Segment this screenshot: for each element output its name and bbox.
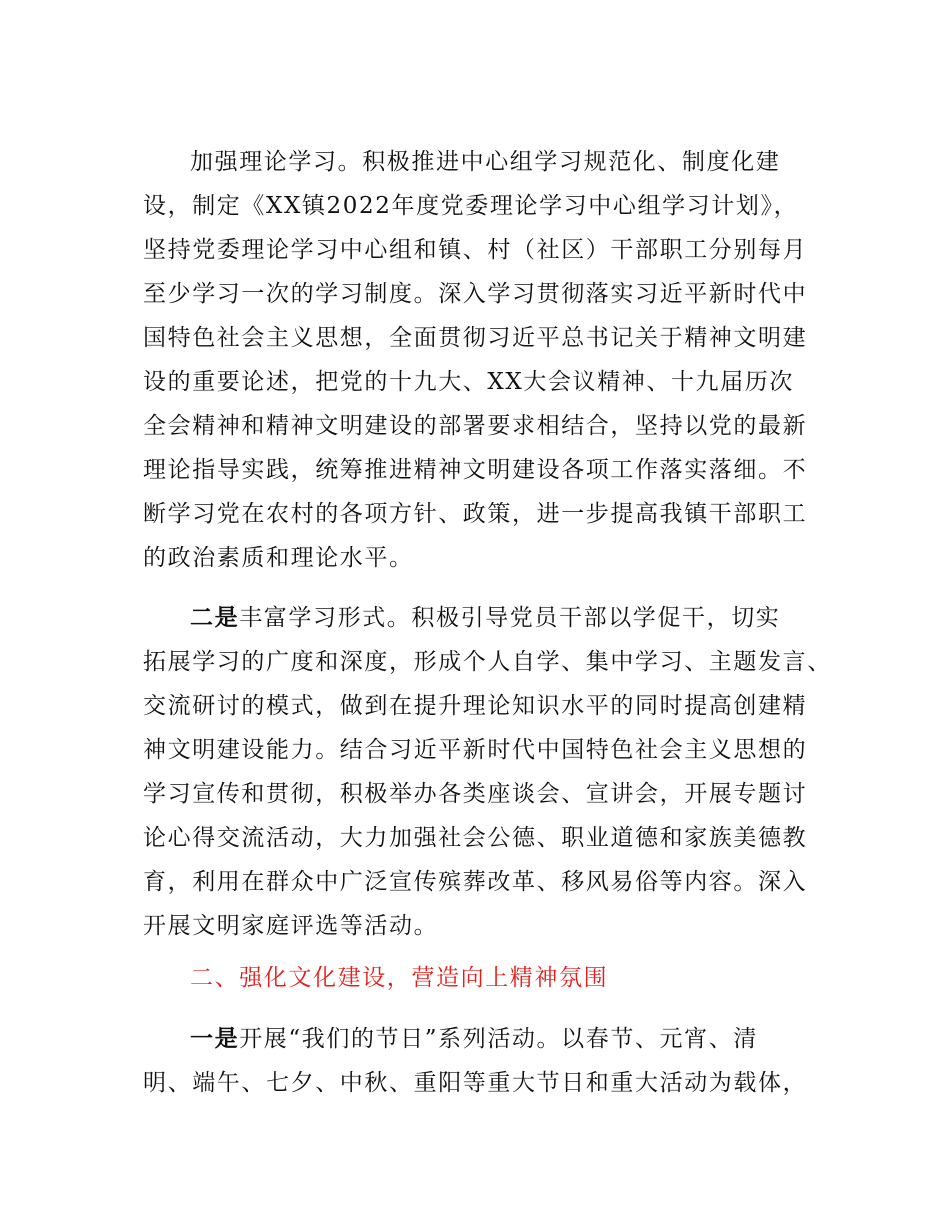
text-line xyxy=(190,1024,758,1054)
text-line: 神文明建设能力。结合习近平新时代中国特色社会主义思想的 xyxy=(143,737,808,763)
text-line: 拓展学习的广度和深度，形成个人自学、集中学习、主题发言、 xyxy=(143,649,832,675)
text-line: 断学习党在农村的各项方针、政策，进一步提高我镇干部职工 xyxy=(143,501,808,527)
text-line: 交流研讨的模式，做到在提升理论知识水平的同时提高创建精 xyxy=(143,693,808,719)
text-line-rest: 丰富学习形式。积极引导党员干部以学促干，切实 xyxy=(239,605,781,631)
text-line: 开展文明家庭评选等活动。 xyxy=(143,913,439,939)
text-line xyxy=(190,603,780,633)
paragraph-lead: 二是 xyxy=(190,605,240,631)
text-line: 明、端午、七夕、中秋、重阳等重大节日和重大活动为载体， xyxy=(143,1070,808,1096)
paragraph-lead: 一是 xyxy=(190,1026,240,1052)
text-line: 坚持党委理论学习中心组和镇、村（社区）干部职工分别每月 xyxy=(143,237,808,263)
text-line: 的政治素质和理论水平。 xyxy=(143,545,414,571)
text-line: 设的重要论述，把党的十九大、XX大会议精神、十九届历次 xyxy=(143,369,794,395)
text-line: 至少学习一次的学习制度。深入学习贯彻落实习近平新时代中 xyxy=(143,281,808,307)
text-line: 国特色社会主义思想，全面贯彻习近平总书记关于精神文明建 xyxy=(143,325,808,351)
text-line: 全会精神和精神文明建设的部署要求相结合，坚持以党的最新 xyxy=(143,413,808,439)
text-line-rest: 开展“我们的节日”系列活动。以春节、元宵、清 xyxy=(239,1026,758,1052)
text-line: 理论指导实践，统筹推进精神文明建设各项工作落实落细。不 xyxy=(143,457,808,483)
text-line: 学习宣传和贯彻，积极举办各类座谈会、宣讲会，开展专题讨 xyxy=(143,781,808,807)
text-line: 论心得交流活动，大力加强社会公德、职业道德和家族美德教 xyxy=(143,825,808,851)
section-heading: 二、强化文化建设，营造向上精神氛围 xyxy=(190,965,609,991)
text-line: 加强理论学习。积极推进中心组学习规范化、制度化建 xyxy=(190,149,781,175)
text-line: 设，制定《XX镇2022年度党委理论学习中心组学习计划》， xyxy=(143,193,799,219)
text-line: 育，利用在群众中广泛宣传殡葬改革、移风易俗等内容。深入 xyxy=(143,869,808,895)
